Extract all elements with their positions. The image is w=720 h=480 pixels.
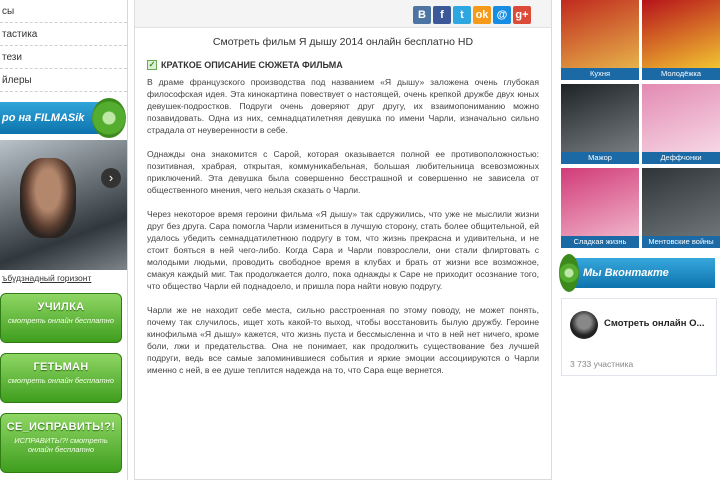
- promo-banner: [0, 102, 122, 134]
- sidebar-menu-item[interactable]: сы: [0, 0, 127, 23]
- left-sidebar: [0, 0, 128, 480]
- article-title: Смотреть фильм Я дышу 2014 онлайн бесплатно HD: [212, 36, 474, 48]
- sidebar-menu-item[interactable]: тези: [0, 46, 127, 69]
- series-poster-image: [642, 168, 720, 236]
- vk-member-count: 3 733 участника: [570, 359, 634, 369]
- vk-group-name[interactable]: Смотреть онлайн О...: [604, 318, 705, 329]
- series-tile[interactable]: [642, 0, 720, 80]
- article-panel: [134, 0, 552, 480]
- vk-banner: [561, 258, 715, 288]
- section-heading-text: КРАТКОЕ ОПИСАНИЕ СЮЖЕТА ФИЛЬМА: [161, 60, 343, 70]
- series-caption: Кухня: [561, 68, 639, 80]
- promo-button-title: УЧИЛКА: [37, 301, 85, 313]
- series-tile[interactable]: [561, 84, 639, 164]
- googleplus-share-icon[interactable]: g+: [513, 6, 531, 24]
- promo-banner-label: ро на FILMASik: [2, 112, 85, 124]
- promo-button-getman[interactable]: [0, 353, 122, 403]
- film-reel-icon: [92, 98, 126, 138]
- series-caption: Мажор: [561, 152, 639, 164]
- odnoklassniki-share-icon[interactable]: ok: [473, 6, 491, 24]
- series-poster-image: [642, 84, 720, 152]
- sidebar-menu-item[interactable]: йлеры: [0, 69, 127, 92]
- promo-button-uchilka[interactable]: [0, 293, 122, 343]
- promo-button-subtitle: смотреть онлайн бесплатно: [8, 316, 114, 325]
- section-heading: [147, 60, 551, 70]
- series-tiles: [561, 0, 720, 248]
- promo-button-title: СЕ_ИСПРАВИТЬ!?!: [6, 421, 116, 433]
- movie-poster-slider[interactable]: [0, 140, 127, 270]
- film-reel-icon: [559, 254, 579, 292]
- article-paragraph: В драме французского производства под названием «Я дышу» заложена очень глубокая философская идея. Эта кинокартина повествует о настоящей, очень крепкой дружбе двух юных девушек-подростков. Подруги очень доверяют друг другу, их взаимопониманию можно позавидовать. Одна из них, семнадцатилетняя девушка по имени Чарли, изначально сильно страдала от неуверенности в себе.: [147, 77, 539, 135]
- mail-share-icon[interactable]: @: [493, 6, 511, 24]
- series-caption: Молодёжка: [642, 68, 720, 80]
- facebook-share-icon[interactable]: f: [433, 6, 451, 24]
- promo-button-subtitle: ИСПРАВИТЬ!?! смотреть онлайн бесплатно: [14, 436, 108, 454]
- right-sidebar: [561, 0, 720, 480]
- article-paragraph: Чарли же не находит себе места, сильно расстроенная по этому поводу, не может понять, почему так случилось, ищет хоть какой-то выход, чтобы восстановить былую дружбу. Героине кинофильма «Я дышу» кажется, что жизнь пуста и бессмысленна и что в ней нет ничего, кроме боли, лжи и предательства. Она не понимает, как продолжить существование без лучшей подруги, ведь все самые запоминившиеся события и яркие эмоции ассоциируются о Чарли именно с ней, в ее душе теплится надежда на то, что Сара еще вернется.: [147, 305, 539, 375]
- series-caption: Деффчонки: [642, 152, 720, 164]
- promo-button-ispravit[interactable]: [0, 413, 122, 473]
- poster-image: [20, 158, 76, 238]
- share-bar: [135, 0, 551, 28]
- series-poster-image: [561, 84, 639, 152]
- series-tile[interactable]: [642, 84, 720, 164]
- series-poster-image: [561, 168, 639, 236]
- share-icons: [413, 6, 531, 24]
- series-caption: Сладкая жизнь: [561, 236, 639, 248]
- next-arrow-icon[interactable]: ›: [101, 168, 121, 188]
- poster-caption-link[interactable]: ъбудзнадный горизонт: [2, 273, 92, 283]
- vk-group-avatar[interactable]: [570, 311, 598, 339]
- vk-group-widget[interactable]: [561, 298, 717, 376]
- series-tile[interactable]: [561, 0, 639, 80]
- article-paragraph: Через некоторое время героини фильма «Я дышу» так сдружились, что уже не мыслили жизни друг без друга. Сара помогла Чарли измениться в лучшую сторону, стать более общительной, ей удалось убедить семнадцатилетнюю подругу в том, что жизнь прекрасна и удивительна, и не стоит бояться в ней чего-либо. Когда Сара и Чарли повзрослели, они стали флиртовать с молодыми людьми, проводить свободное время в клубах и брать от жизни все возможное, смакуя каждый миг. Так продолжается долго, пока однажды к Саре не приходит осознание того, что общество Чарли ей поднадоело, и пришла пора найти новую подругу.: [147, 209, 539, 291]
- series-poster-image: [642, 0, 720, 68]
- article-body: [147, 76, 539, 376]
- promo-button-title: ГЕТЬМАН: [33, 361, 89, 373]
- promo-button-subtitle: смотреть онлайн бесплатно: [8, 376, 114, 385]
- checkbox-icon: ✓: [148, 60, 156, 69]
- sidebar-menu-item[interactable]: тастика: [0, 23, 127, 46]
- vk-banner-label: Мы Вконтакте: [583, 267, 669, 279]
- vk-share-icon[interactable]: В: [413, 6, 431, 24]
- series-tile[interactable]: [561, 168, 639, 248]
- series-tile[interactable]: [642, 168, 720, 248]
- article-paragraph: Однажды она знакомится с Сарой, которая оказывается полной ее противоположностью: позитивная, храбрая, открытая, коммуникабельная, большая любительница всевозможных приключений. Эта девушка была совершенно бесстрашной и совершенно не зависела от общественного мнения, чего нельзя сказать о Чарли.: [147, 149, 539, 195]
- series-poster-image: [561, 0, 639, 68]
- twitter-share-icon[interactable]: t: [453, 6, 471, 24]
- series-caption: Ментовские войны: [642, 236, 720, 248]
